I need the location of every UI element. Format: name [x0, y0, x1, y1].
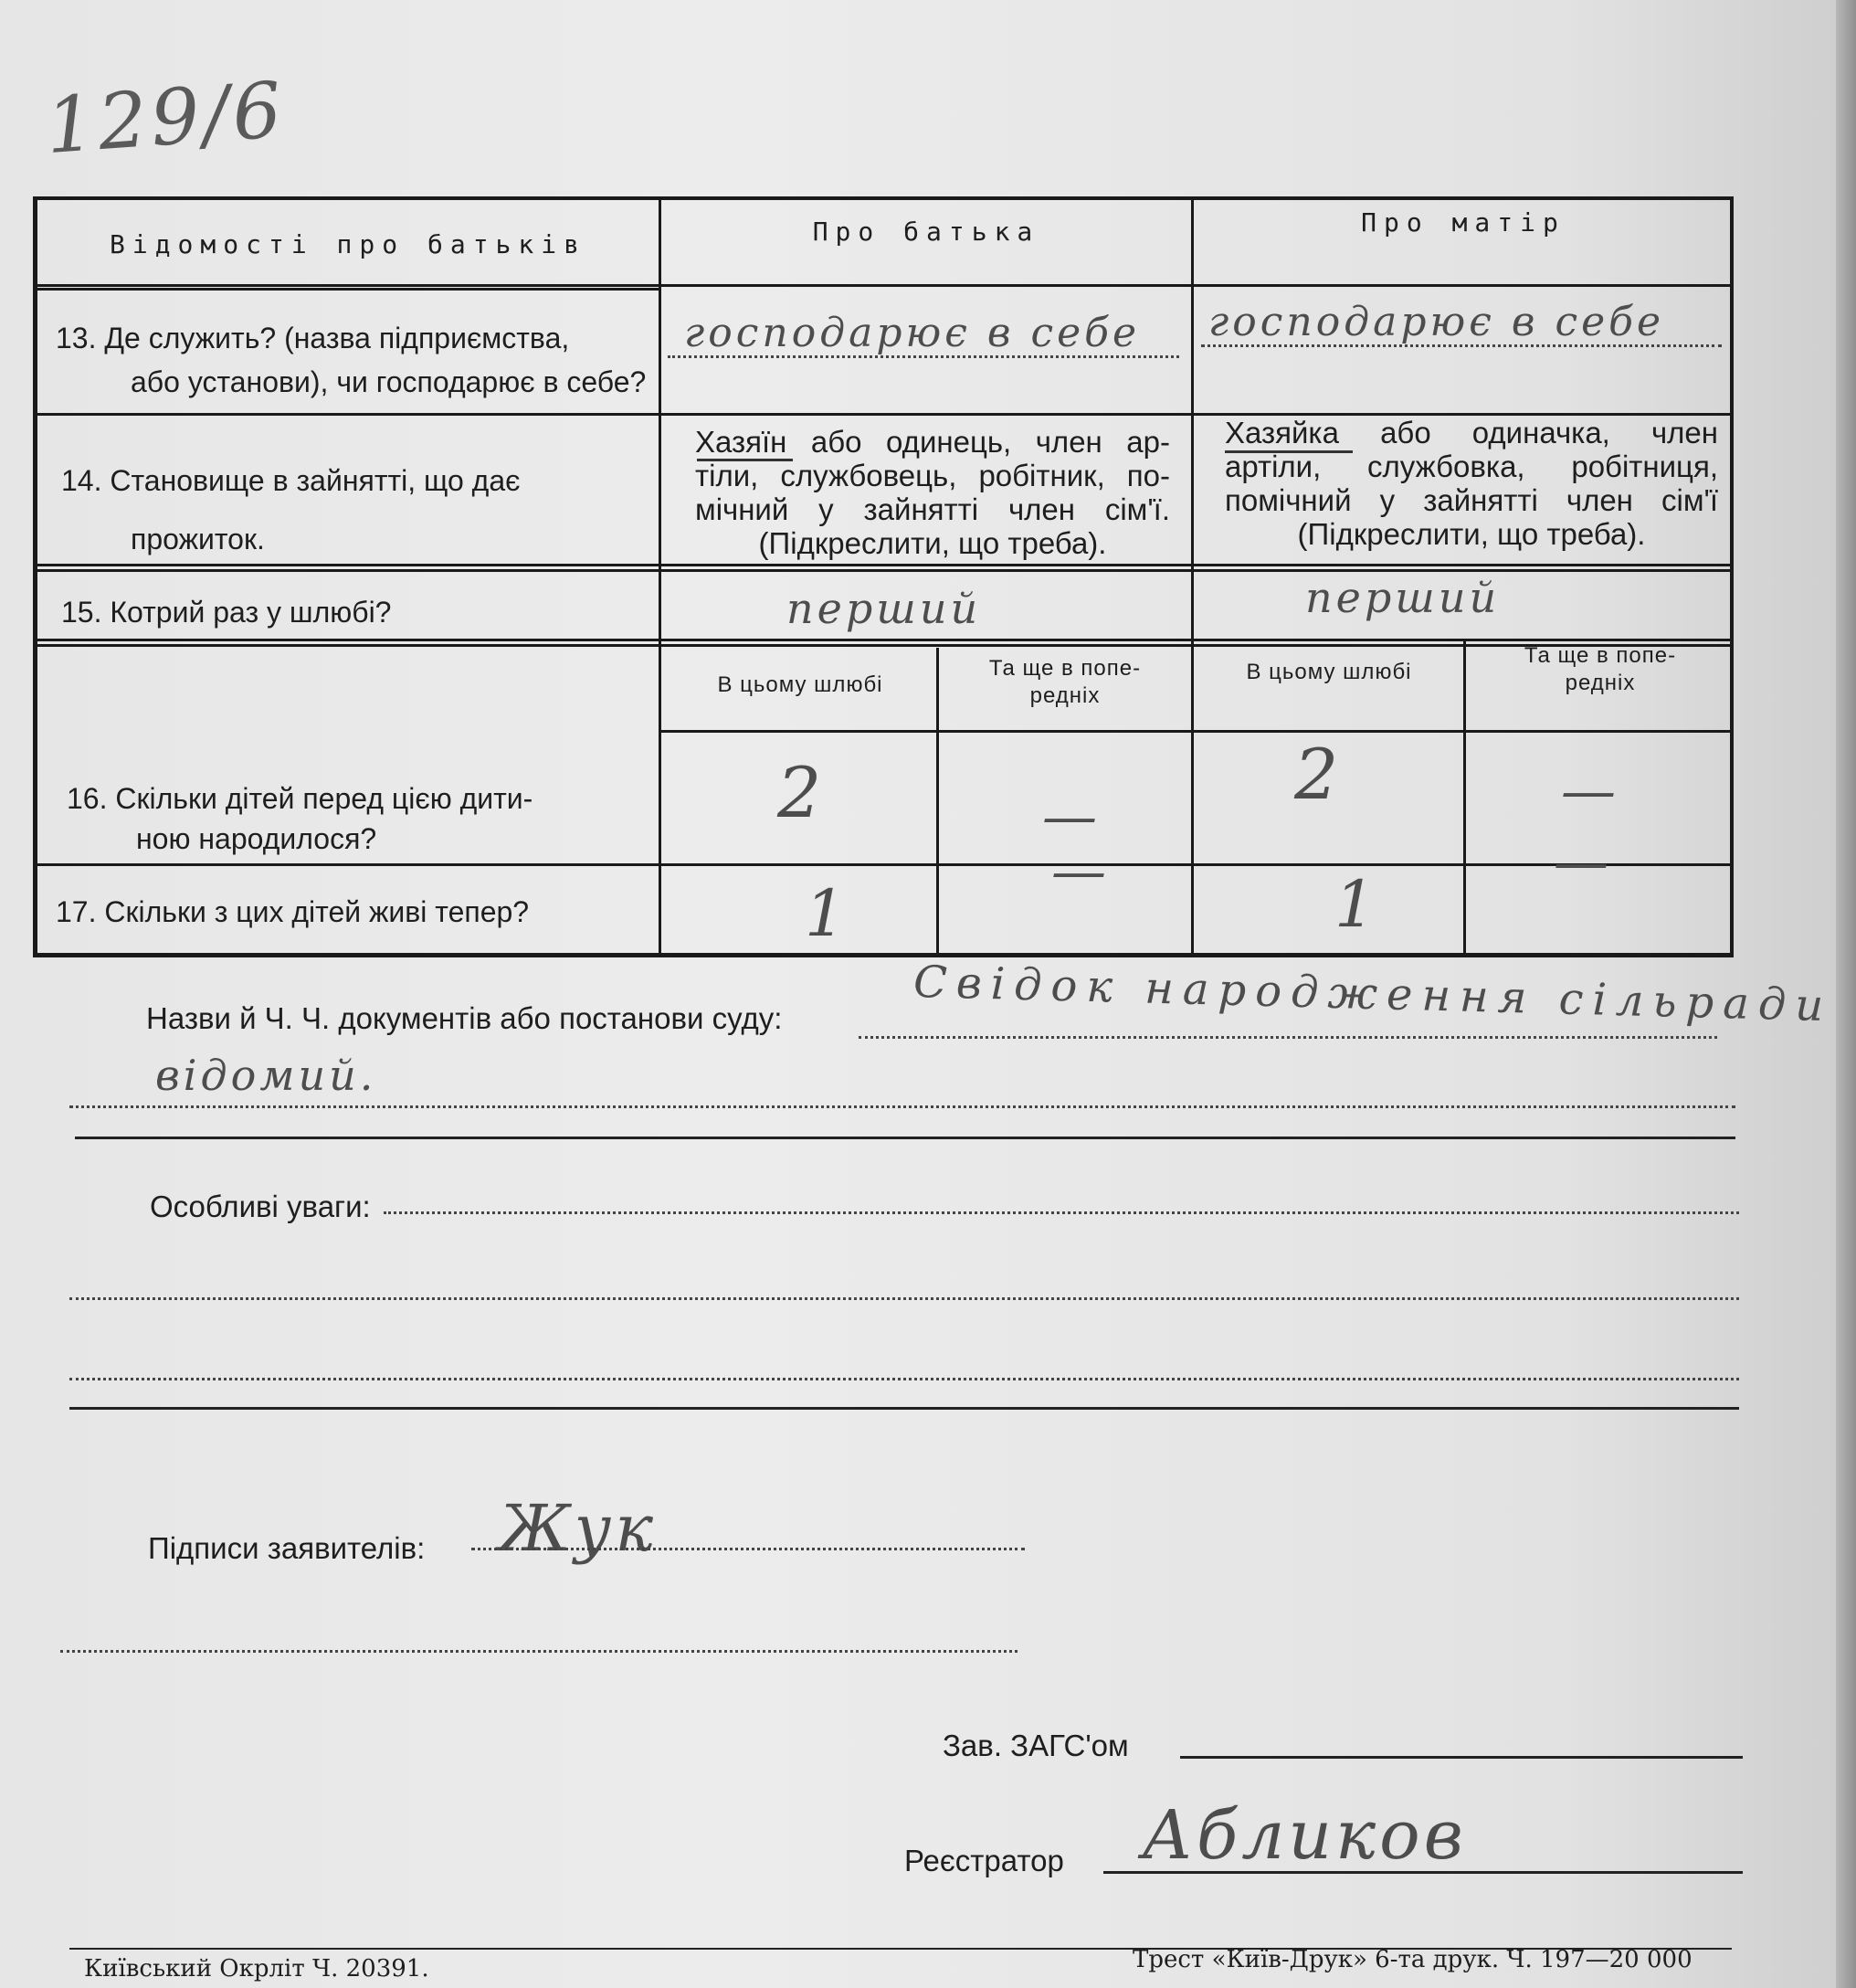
- q16-mother-prev-answer: —: [1561, 759, 1619, 823]
- col-divider-father-sub: [936, 648, 939, 955]
- row-line-14: [37, 564, 1732, 566]
- applicant-signature: Жук: [499, 1491, 658, 1566]
- q16-label-line1: 16. Скільки дітей перед цією дити-: [67, 782, 533, 815]
- q16-mother-col-prev: Та ще в попе- редніх: [1524, 643, 1677, 695]
- q14-father-options: Хазяїн або одинець, член ар- тіли, службовець, робітник, по- мічний у зайнятті член сім'ї. (Підкреслити, що треба).: [695, 425, 1170, 560]
- q14-mother-options: Хазяйка або одиначка, член артіли, службовка, робітниця, помічний у зайнятті член сім'ї (Підкреслити, що треба).: [1225, 416, 1718, 551]
- q15-father-answer: перший: [786, 584, 982, 633]
- q14-mother-underline: [1225, 450, 1353, 453]
- q17-mother-prev-answer: —: [1554, 830, 1612, 894]
- documents-label: Назви й Ч. Ч. документів або постанови суду:: [146, 1001, 783, 1035]
- col-divider-mother-sub: [1463, 639, 1466, 955]
- q15-label: 15. Котрий раз у шлюбі?: [61, 596, 392, 629]
- header-parents-info: Відомості про батьків: [109, 229, 586, 259]
- q16-label-line2: ною народилося?: [136, 822, 377, 855]
- q15-mother-answer: перший: [1305, 573, 1501, 622]
- documents-value-line1: Свідок народження сільради: [912, 956, 1833, 1032]
- row-line-16-sub: [659, 730, 1732, 733]
- parents-table: [33, 196, 1734, 957]
- q16-father-prev-answer: —: [1042, 785, 1101, 849]
- q14-father-underline: [697, 459, 793, 461]
- header-about-mother: Про матір: [1361, 207, 1566, 238]
- q17-mother-this-answer: 1: [1334, 867, 1379, 942]
- head-zags-label: Зав. ЗАГС'ом: [943, 1729, 1129, 1762]
- signatures-label: Підписи заявителів:: [148, 1531, 426, 1565]
- col-divider-label: [659, 200, 661, 955]
- q13-mother-answer: господарює в себе: [1208, 299, 1665, 345]
- row-line-15: [37, 639, 1732, 641]
- archive-number: 129/6: [42, 64, 289, 172]
- col-divider-parents: [1191, 200, 1194, 955]
- q16-father-col-prev: Та ще в попе- редніх: [988, 656, 1142, 708]
- documents-value-line2: відомий.: [155, 1051, 377, 1100]
- footer-right: Трест «Київ-Друк» 6-та друк. Ч. 197—20 000: [1133, 1946, 1693, 1973]
- remarks-label: Особливі уваги:: [150, 1190, 371, 1223]
- q16-father-col-this: В цьому шлюбі: [717, 672, 883, 697]
- q14-label-line1: 14. Становище в зайнятті, що дає: [61, 464, 521, 497]
- page-edge: [1836, 0, 1856, 1988]
- q17-father-prev-answer: —: [1051, 840, 1110, 904]
- footer-left: Київський Окрліт Ч. 20391.: [84, 1955, 429, 1983]
- q14-label-line2: прожиток.: [131, 523, 265, 555]
- registrar-label: Реєстратор: [904, 1844, 1064, 1877]
- q13-label-line2: або установи), чи господарює в себе?: [131, 365, 647, 398]
- q17-father-this-answer: 1: [805, 876, 849, 951]
- registrar-signature: Абликов: [1142, 1796, 1467, 1875]
- row-line-16: [37, 863, 1732, 866]
- q16-mother-this-answer: 2: [1294, 734, 1343, 815]
- q13-father-answer: господарює в себе: [684, 310, 1141, 356]
- q16-mother-col-this: В цьому шлюбі: [1246, 660, 1412, 684]
- row-line-header: [37, 284, 1732, 287]
- q16-father-this-answer: 2: [777, 752, 826, 833]
- q17-label: 17. Скільки з цих дітей живі тепер?: [56, 895, 530, 928]
- q13-label-line1: 13. Де служить? (назва підприємства,: [56, 322, 570, 354]
- header-about-father: Про батька: [812, 217, 1040, 247]
